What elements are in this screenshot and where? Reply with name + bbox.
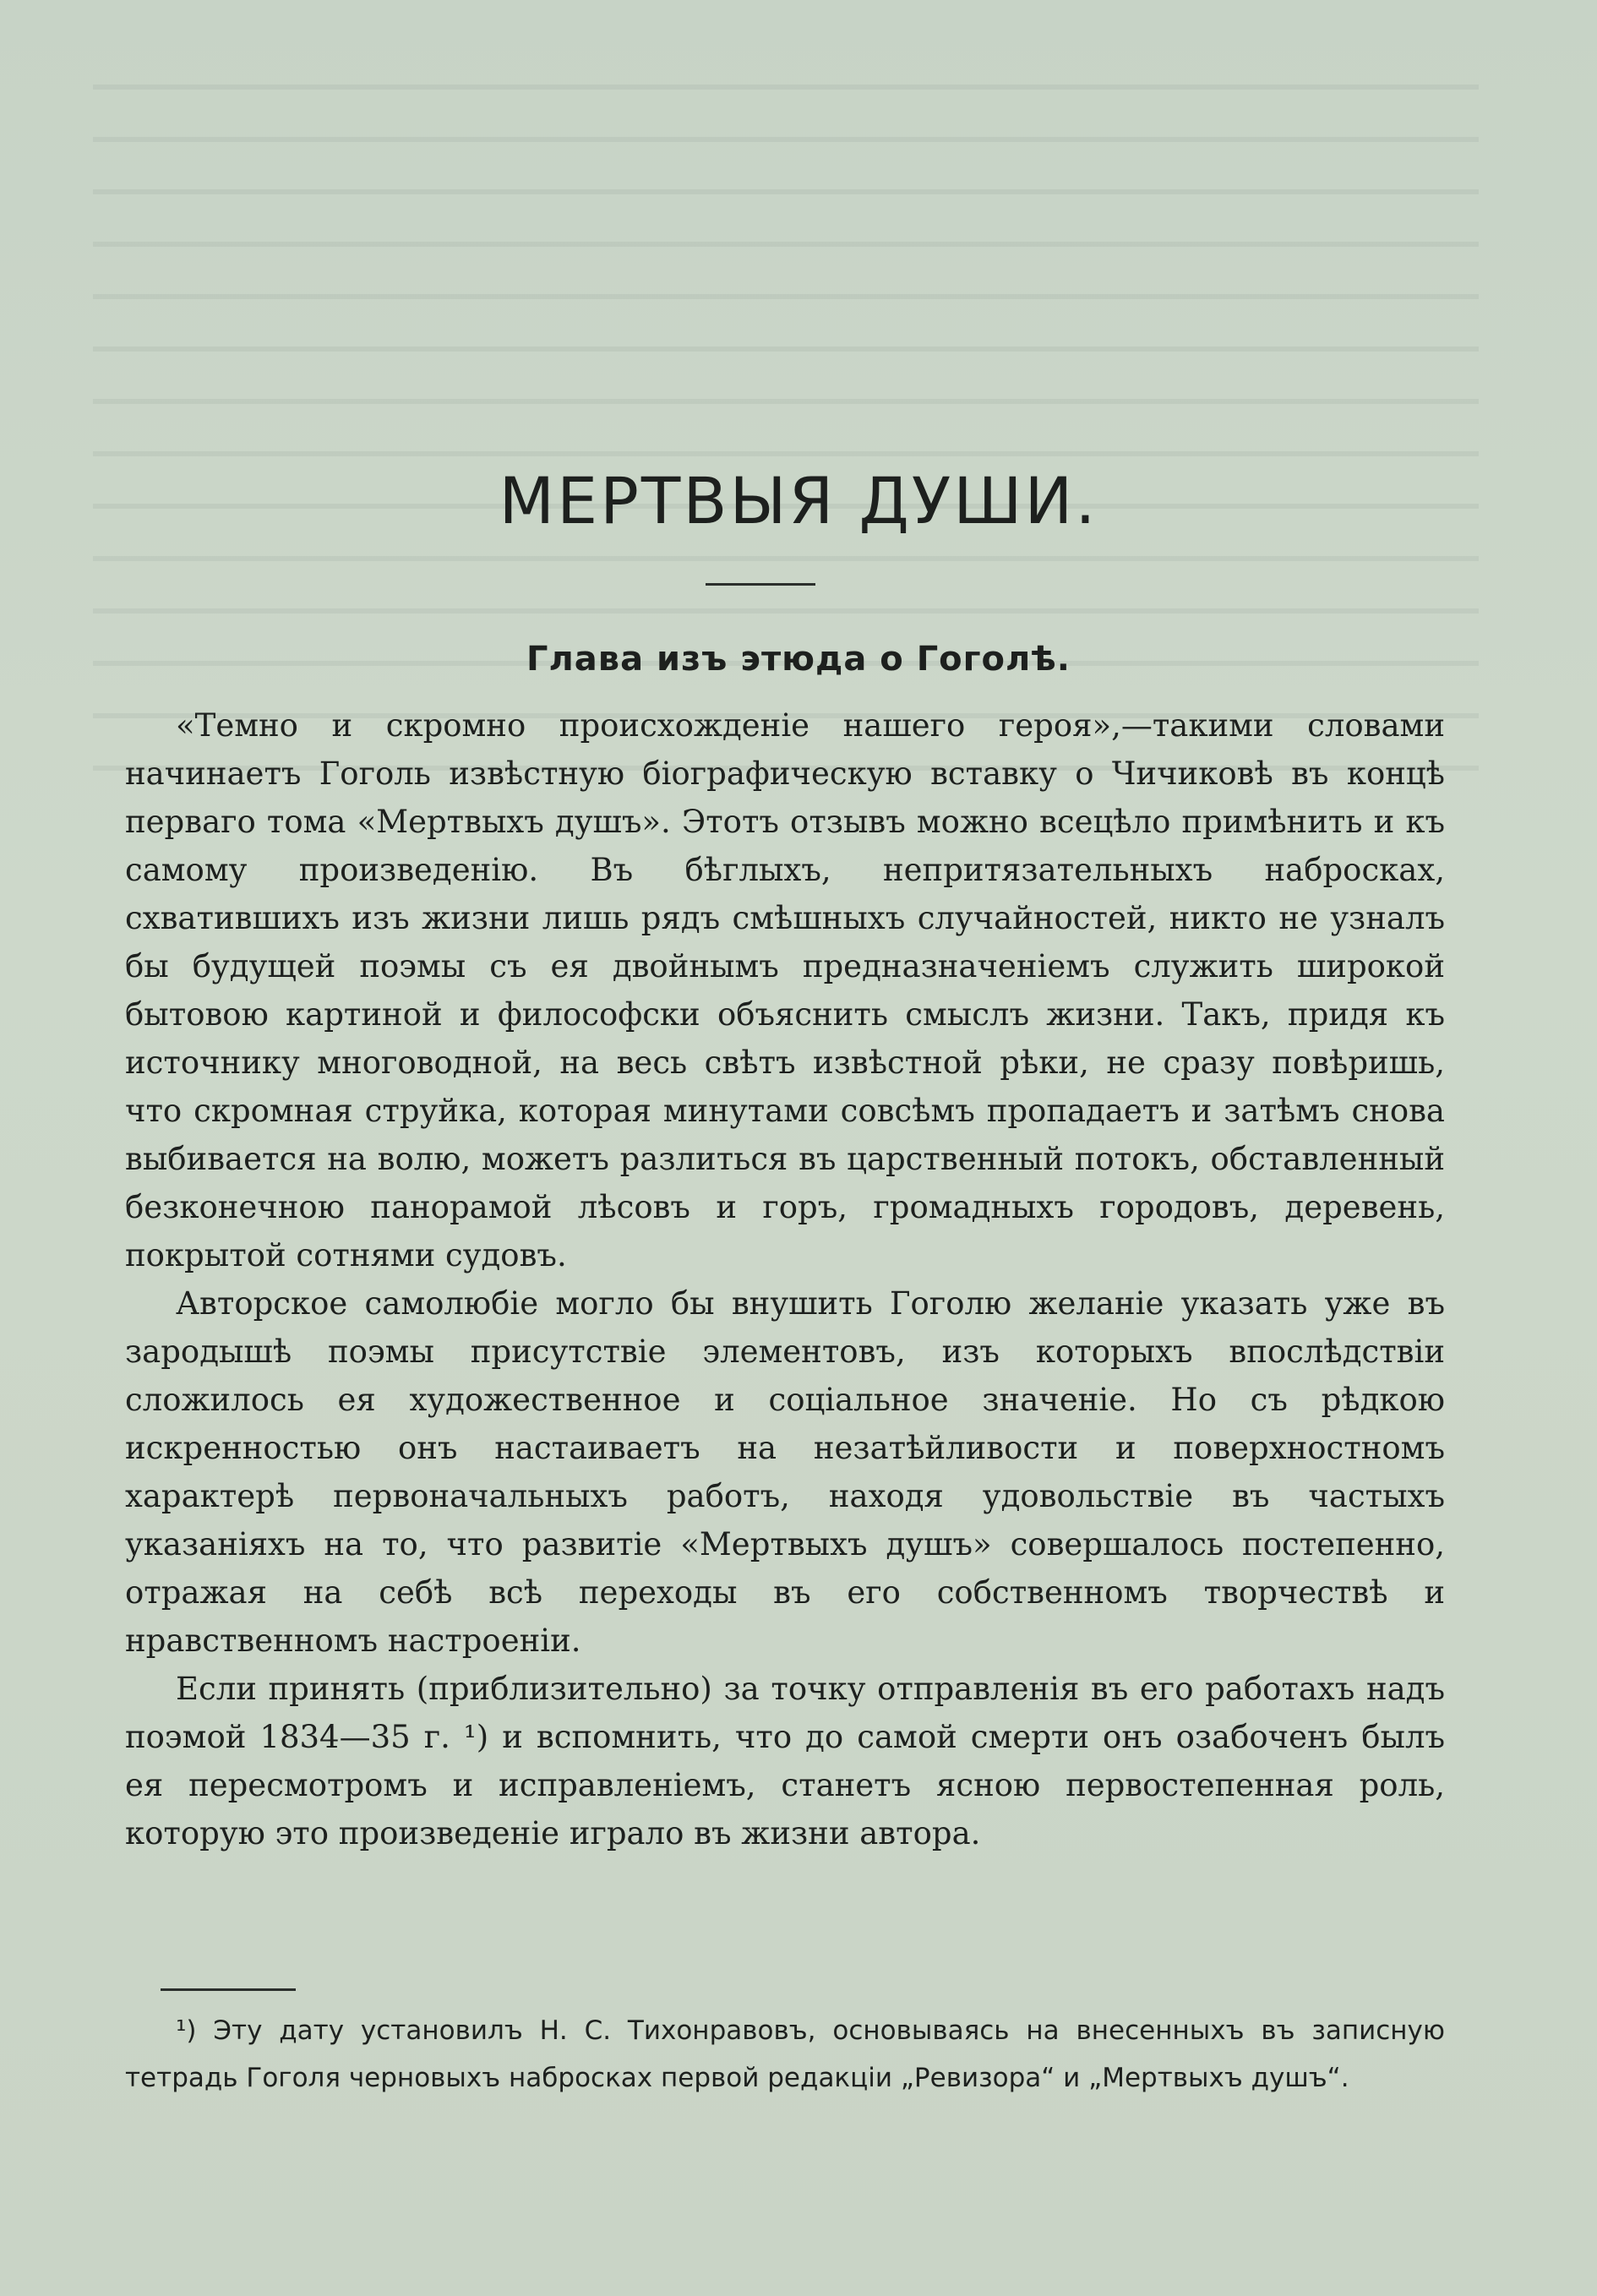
body-text xyxy=(125,701,1445,1857)
title-rule xyxy=(706,583,815,586)
footnote-text: ¹) Эту дату установилъ Н. С. Тихонравовъ, основываясь на внесенныхъ въ записную тетрадь Гоголя черновыхъ набросках первой редакціи „Ревизора“ и „Мертвыхъ душъ“. xyxy=(125,2015,1445,2093)
footnote xyxy=(125,2007,1445,2102)
chapter-subtitle: Глава изъ этюда о Гоголѣ. xyxy=(526,640,1071,679)
page-title: МЕРТВЫЯ ДУШИ. xyxy=(499,463,1098,538)
paragraph-2: Авторское самолюбіе могло бы внушить Гоголю желаніе указать уже въ зародышѣ поэмы присутствіе элементовъ, изъ которыхъ впослѣдствіи сложилось ея художественное и соціальное значеніе. Но съ рѣдкою искренностью онъ настаиваетъ на незатѣйливости и поверхностномъ характерѣ первоначальныхъ работъ, находя удовольствіе въ частыхъ указаніяхъ на то, что развитіе «Мертвыхъ душъ» совершалось постепенно, отражая на себѣ всѣ переходы въ его собственномъ творчествѣ и нравственномъ настроеніи. xyxy=(125,1285,1445,1659)
paragraph-1: «Темно и скромно происхожденіе нашего героя»,—такими словами начинаетъ Гоголь извѣстную біографическую вставку о Чичиковѣ въ концѣ перваго тома «Мертвыхъ душъ». Этотъ отзывъ можно всецѣло примѣнить и къ самому произведенію. Въ бѣглыхъ, непритязательныхъ набросках, схватившихъ изъ жизни лишь рядъ смѣшныхъ случайностей, никто не узналъ бы будущей поэмы съ ея двойнымъ предназначеніемъ служить широкой бытовою картиной и философски объяснить смыслъ жизни. Такъ, придя къ источнику многоводной, на весь свѣтъ извѣстной рѣки, не сразу повѣришь, что скромная струйка, которая минутами совсѣмъ пропадаетъ и затѣмъ снова выбивается на волю, можетъ разлиться въ царственный потокъ, обставленный безконечною панорамой лѣсовъ и горъ, громадныхъ городовъ, деревень, покрытой сотнями судовъ. xyxy=(125,707,1445,1273)
footnote-rule xyxy=(161,1988,296,1991)
paragraph-3: Если принять (приблизительно) за точку отправленія въ его работахъ надъ поэмой 1834—35 г. ¹) и вспомнить, что до самой смерти онъ озабоченъ былъ ея пересмотромъ и исправленіемъ, станетъ ясною первостепенная роль, которую это произведеніе играло въ жизни автора. xyxy=(125,1671,1445,1852)
